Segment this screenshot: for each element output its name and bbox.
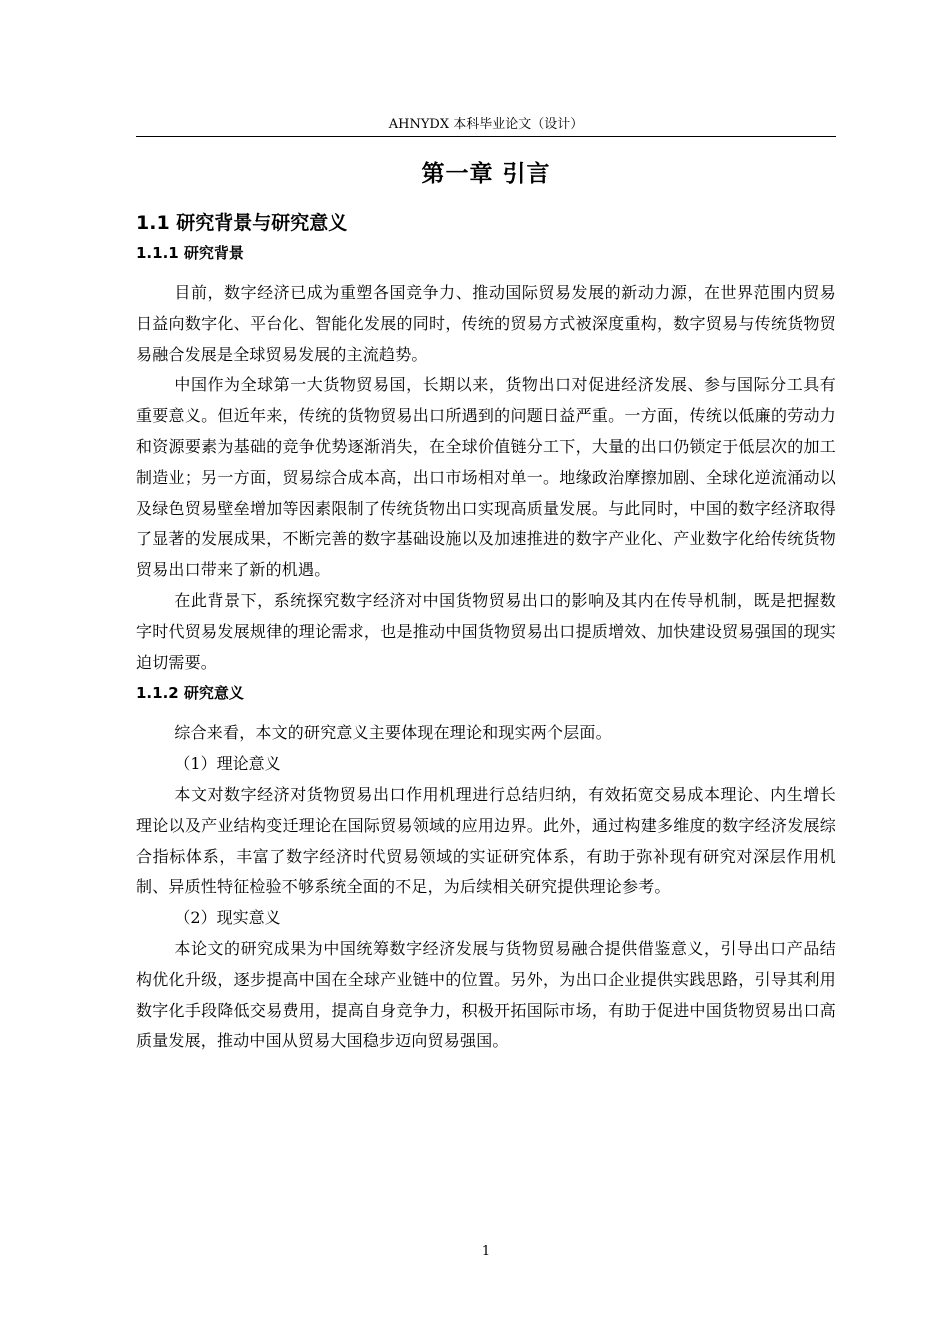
chapter-title: 第一章 引言 <box>421 161 551 187</box>
background-paragraph-3: 在此背景下，系统探究数字经济对中国货物贸易出口的影响及其内在传导机制，既是把握数字时代贸易发展规律的理论需求，也是推动中国货物贸易出口提质增效、加快建设贸易强国的现实迫切需要。 <box>136 590 836 672</box>
running-header: AHNYDX 本科毕业论文（设计） <box>388 117 584 132</box>
practical-significance-paragraph: 本论文的研究成果为中国统筹数字经济发展与货物贸易融合提供借鉴意义，引导出口产品结构优化升级，逐步提高中国在全球产业链中的位置。另外，为出口企业提供实践思路，引导其利用数字化手段降低交易费用，提高自身竞争力，积极开拓国际市场，有助于促进中国货物贸易出口高质量发展，推动中国从贸易大国稳步迈向贸易强国。 <box>136 938 836 1051</box>
subsection-heading-1-1-1: 1.1.1 研究背景 <box>136 244 244 262</box>
significance-intro: 综合来看，本文的研究意义主要体现在理论和现实两个层面。 <box>174 723 612 743</box>
page-number: 1 <box>481 1244 491 1259</box>
section-heading-1-1: 1.1 研究背景与研究意义 <box>136 212 348 234</box>
page-body <box>136 152 836 1057</box>
subsection-heading-1-1-2: 1.1.2 研究意义 <box>136 684 244 703</box>
practical-significance-label: （2）现实意义 <box>174 908 281 928</box>
theory-significance-paragraph: 本文对数字经济对货物贸易出口作用机理进行总结归纳，有效拓宽交易成本理论、内生增长理论以及产业结构变迁理论在国际贸易领域的应用边界。此外，通过构建多维度的数字经济发展综合指标体系，丰富了数字经济时代贸易领域的实证研究体系，有助于弥补现有研究对深层作用机制、异质性特征检验不够系统全面的不足，为后续相关研究提供理论参考。 <box>136 784 836 897</box>
header-rule <box>136 136 836 137</box>
background-paragraph-2: 中国作为全球第一大货物贸易国，长期以来，货物出口对促进经济发展、参与国际分工具有重要意义。但近年来，传统的货物贸易出口所遇到的问题日益严重。一方面，传统以低廉的劳动力和资源要素为基础的竞争优势逐渐消失，在全球价值链分工下，大量的出口仍锁定于低层次的加工制造业；另一方面，贸易综合成本高，出口市场相对单一。地缘政治摩擦加剧、全球化逆流涌动以及绿色贸易壁垒增加等因素限制了传统货物出口实现高质量发展。与此同时，中国的数字经济取得了显著的发展成果，不断完善的数字基础设施以及加速推进的数字产业化、产业数字化给传统货物贸易出口带来了新的机遇。 <box>136 375 836 580</box>
background-paragraph-1: 目前，数字经济已成为重塑各国竞争力、推动国际贸易发展的新动力源，在世界范围内贸易日益向数字化、平台化、智能化发展的同时，传统的贸易方式被深度重构，数字贸易与传统货物贸易融合发展是全球贸易发展的主流趋势。 <box>136 283 836 364</box>
theory-significance-label: （1）理论意义 <box>174 754 281 774</box>
